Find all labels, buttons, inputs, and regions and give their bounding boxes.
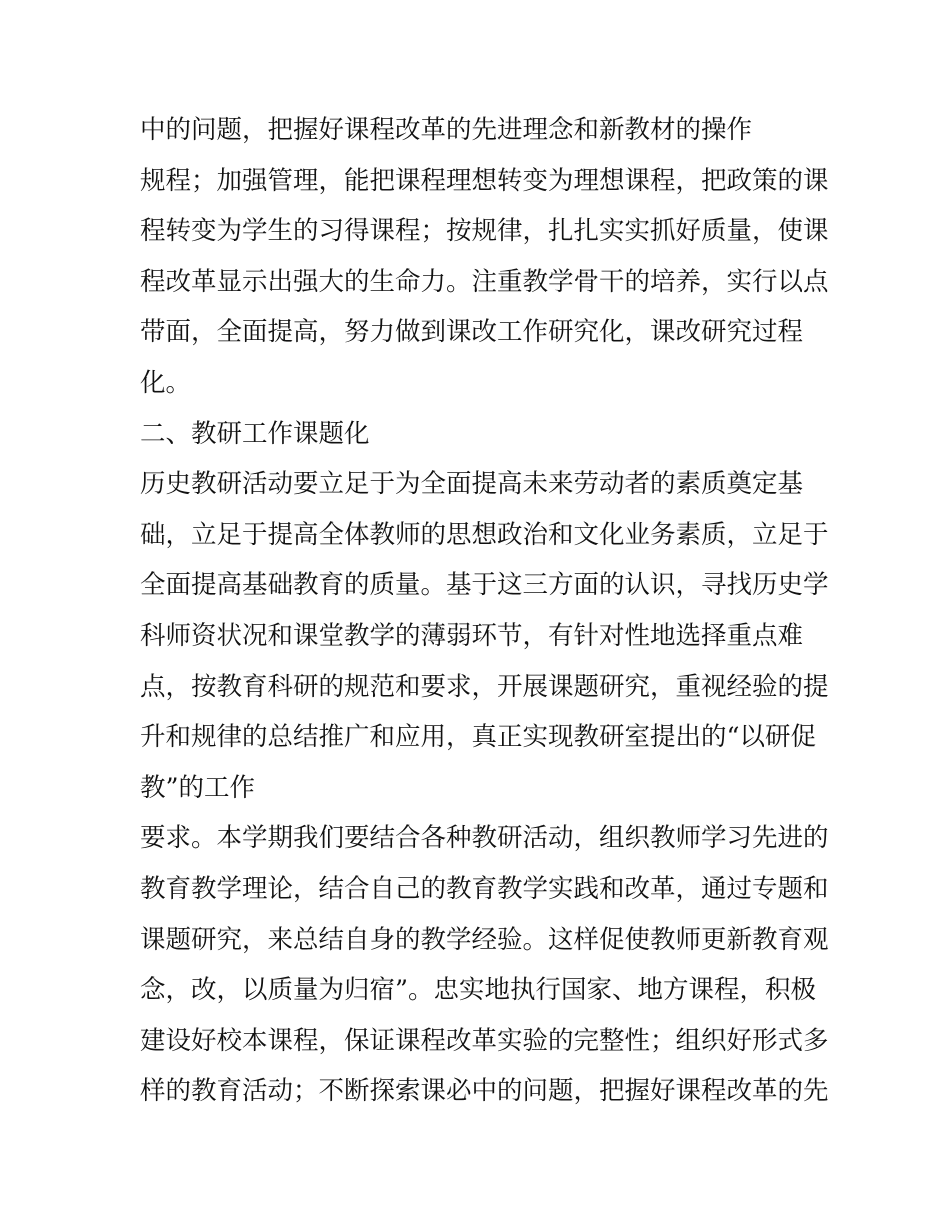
text-line: 课题研究，来总结自身的教学经验。这样促使教师更新教育观 (140, 924, 829, 955)
document-page (140, 105, 840, 1117)
text-line: 历史教研活动要立足于为全面提高未来劳动者的素质奠定基 (140, 469, 804, 500)
text-line: 建设好校本课程，保证课程改革实验的完整性；组织好形式多 (140, 1025, 829, 1056)
text-line: 教育教学理论，结合自己的教育教学实践和改革，通过专题和 (140, 873, 829, 904)
text-line: 础，立足于提高全体教师的思想政治和文化业务素质，立足于 (140, 519, 829, 550)
text-line: 要求。本学期我们要结合各种教研活动，组织教师学习先进的 (140, 823, 829, 854)
text-line: 科师资状况和课堂教学的薄弱环节，有针对性地选择重点难 (140, 620, 804, 651)
text-line: 念，改，以质量为归宿”。忠实地执行国家、地方课程，积极 (140, 975, 817, 1006)
text-line: 升和规律的总结推广和应用，真正实现教研室提出的“以研促 (140, 722, 817, 753)
text-line: 程改革显示出强大的生命力。注重教学骨干的培养，实行以点 (140, 266, 829, 297)
text-line: 点，按教育科研的规范和要求，开展课题研究，重视经验的提 (140, 671, 829, 702)
text-line: 化。 (140, 367, 192, 398)
text-line: 中的问题，把握好课程改革的先进理念和新教材的操作 (140, 115, 753, 145)
text-line: 全面提高基础教育的质量。基于这三方面的认识，寻找历史学 (140, 570, 829, 601)
text-line: 带面，全面提高，努力做到课改工作研究化，课改研究过程 (140, 317, 804, 348)
section-heading: 二、教研工作课题化 (140, 418, 370, 449)
text-line: 教”的工作 (140, 772, 256, 803)
text-line: 规程；加强管理，能把课程理想转变为理想课程，把政策的课 (140, 165, 829, 196)
text-line: 样的教育活动；不断探索课必中的问题，把握好课程改革的先 (140, 1076, 829, 1107)
text-line: 程转变为学生的习得课程；按规律，扎扎实实抓好质量，使课 (140, 216, 829, 247)
